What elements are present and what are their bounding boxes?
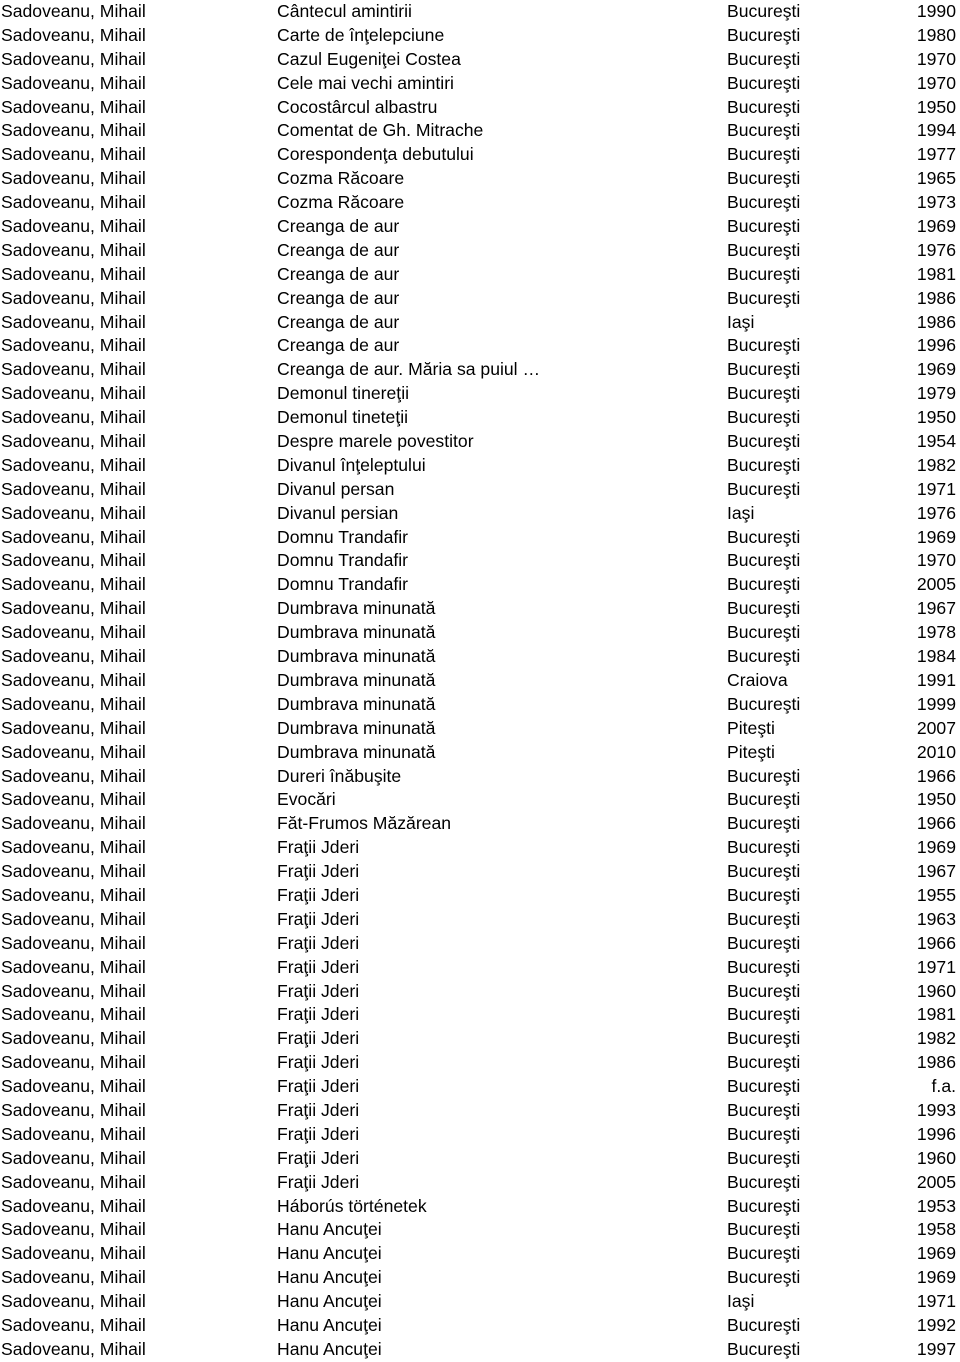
catalog-row (0, 48, 960, 72)
catalog-row (0, 382, 960, 406)
year-cell: 1996 (916, 335, 956, 356)
year-cell: 1969 (916, 1243, 956, 1264)
city-cell: Bucureşti (727, 359, 801, 380)
city-cell: Bucureşti (727, 526, 801, 547)
author-cell: Sadoveanu, Mihail (1, 980, 146, 1001)
catalog-row (0, 334, 960, 358)
author-cell: Sadoveanu, Mihail (1, 908, 146, 929)
author-cell: Sadoveanu, Mihail (1, 526, 146, 547)
author-cell: Sadoveanu, Mihail (1, 359, 146, 380)
title-cell: Cozma Răcoare (277, 168, 405, 189)
year-cell: 1991 (916, 669, 956, 690)
catalog-row (0, 311, 960, 335)
year-cell: 1954 (916, 431, 956, 452)
author-cell: Sadoveanu, Mihail (1, 574, 146, 595)
catalog-row (0, 526, 960, 550)
title-cell: Hanu Ancuţei (277, 1219, 382, 1240)
city-cell: Bucureşti (727, 335, 801, 356)
city-cell: Bucureşti (727, 789, 801, 810)
city-cell: Bucureşti (727, 120, 801, 141)
author-cell: Sadoveanu, Mihail (1, 24, 146, 45)
title-cell: Creanga de aur (277, 239, 400, 260)
catalog-row (0, 669, 960, 693)
year-cell: 1982 (916, 454, 956, 475)
year-cell: 1993 (916, 1099, 956, 1120)
catalog-row (0, 406, 960, 430)
city-cell: Bucureşti (727, 216, 801, 237)
city-cell: Bucureşti (727, 550, 801, 571)
city-cell: Bucureşti (727, 837, 801, 858)
year-cell: 1971 (916, 956, 956, 977)
city-cell: Piteşti (727, 741, 775, 762)
city-cell: Bucureşti (727, 1099, 801, 1120)
year-cell: 1950 (916, 96, 956, 117)
year-cell: 1965 (916, 168, 956, 189)
catalog-row (0, 478, 960, 502)
catalog-row (0, 1338, 960, 1362)
catalog-row (0, 215, 960, 239)
catalog-row (0, 1171, 960, 1195)
city-cell: Bucureşti (727, 980, 801, 1001)
catalog-row (0, 119, 960, 143)
catalog-row (0, 1195, 960, 1219)
title-cell: Hanu Ancuţei (277, 1243, 382, 1264)
city-cell: Bucureşti (727, 884, 801, 905)
author-cell: Sadoveanu, Mihail (1, 1267, 146, 1288)
title-cell: Háborús történetek (277, 1195, 427, 1216)
catalog-row (0, 741, 960, 765)
year-cell: 1986 (916, 311, 956, 332)
author-cell: Sadoveanu, Mihail (1, 1076, 146, 1097)
year-cell: 1981 (916, 1004, 956, 1025)
city-cell: Bucureşti (727, 1147, 801, 1168)
author-cell: Sadoveanu, Mihail (1, 1291, 146, 1312)
city-cell: Bucureşti (727, 1243, 801, 1264)
author-cell: Sadoveanu, Mihail (1, 335, 146, 356)
year-cell: 1950 (916, 407, 956, 428)
year-cell: 1976 (916, 502, 956, 523)
city-cell: Bucureşti (727, 454, 801, 475)
year-cell: 1999 (916, 693, 956, 714)
author-cell: Sadoveanu, Mihail (1, 646, 146, 667)
year-cell: 1970 (916, 72, 956, 93)
title-cell: Divanul înţeleptului (277, 454, 426, 475)
author-cell: Sadoveanu, Mihail (1, 598, 146, 619)
catalog-row (0, 72, 960, 96)
author-cell: Sadoveanu, Mihail (1, 96, 146, 117)
catalog-row (0, 191, 960, 215)
year-cell: 1971 (916, 1291, 956, 1312)
title-cell: Cozma Răcoare (277, 192, 405, 213)
year-cell: 2007 (916, 717, 956, 738)
city-cell: Bucureşti (727, 96, 801, 117)
catalog-row (0, 908, 960, 932)
author-cell: Sadoveanu, Mihail (1, 789, 146, 810)
catalog-row (0, 621, 960, 645)
city-cell: Bucureşti (727, 72, 801, 93)
catalog-row (0, 717, 960, 741)
author-cell: Sadoveanu, Mihail (1, 884, 146, 905)
year-cell: 1969 (916, 526, 956, 547)
catalog-row (0, 24, 960, 48)
year-cell: 1992 (916, 1314, 956, 1335)
author-cell: Sadoveanu, Mihail (1, 1338, 146, 1359)
city-cell: Bucureşti (727, 956, 801, 977)
title-cell: Dumbrava minunată (277, 693, 436, 714)
year-cell: 1967 (916, 861, 956, 882)
city-cell: Bucureşti (727, 574, 801, 595)
title-cell: Fraţii Jderi (277, 1028, 360, 1049)
catalog-row (0, 454, 960, 478)
year-cell: 1969 (916, 216, 956, 237)
catalog-row (0, 693, 960, 717)
author-cell: Sadoveanu, Mihail (1, 932, 146, 953)
catalog-row (0, 932, 960, 956)
catalog-row (0, 239, 960, 263)
city-cell: Bucureşti (727, 1028, 801, 1049)
year-cell: 2005 (916, 574, 956, 595)
catalog-row (0, 0, 960, 24)
author-cell: Sadoveanu, Mihail (1, 1123, 146, 1144)
city-cell: Bucureşti (727, 263, 801, 284)
title-cell: Fraţii Jderi (277, 908, 360, 929)
title-cell: Comentat de Gh. Mitrache (277, 120, 484, 141)
city-cell: Iaşi (727, 1291, 755, 1312)
year-cell: 1973 (916, 192, 956, 213)
year-cell: 1966 (916, 932, 956, 953)
catalog-row (0, 1314, 960, 1338)
title-cell: Creanga de aur (277, 335, 400, 356)
catalog-row (0, 287, 960, 311)
city-cell: Bucureşti (727, 431, 801, 452)
year-cell: 1966 (916, 813, 956, 834)
catalog-row (0, 1242, 960, 1266)
catalog-row (0, 96, 960, 120)
city-cell: Iaşi (727, 311, 755, 332)
catalog-row (0, 1266, 960, 1290)
title-cell: Creanga de aur (277, 287, 400, 308)
author-cell: Sadoveanu, Mihail (1, 239, 146, 260)
title-cell: Fraţii Jderi (277, 980, 360, 1001)
catalog-row (0, 645, 960, 669)
year-cell: 1966 (916, 765, 956, 786)
title-cell: Creanga de aur. Măria sa puiul … (277, 359, 541, 380)
city-cell: Piteşti (727, 717, 775, 738)
city-cell: Bucureşti (727, 478, 801, 499)
city-cell: Bucureşti (727, 1123, 801, 1144)
city-cell: Bucureşti (727, 407, 801, 428)
author-cell: Sadoveanu, Mihail (1, 311, 146, 332)
year-cell: 1986 (916, 287, 956, 308)
city-cell: Bucureşti (727, 1314, 801, 1335)
catalog-row (0, 980, 960, 1004)
catalog-row (0, 812, 960, 836)
title-cell: Divanul persan (277, 478, 395, 499)
title-cell: Creanga de aur (277, 216, 400, 237)
title-cell: Fraţii Jderi (277, 1052, 360, 1073)
author-cell: Sadoveanu, Mihail (1, 550, 146, 571)
catalog-row (0, 884, 960, 908)
author-cell: Sadoveanu, Mihail (1, 1, 146, 21)
title-cell: Corespondenţa debutului (277, 144, 474, 165)
catalog-row (0, 430, 960, 454)
author-cell: Sadoveanu, Mihail (1, 1195, 146, 1216)
author-cell: Sadoveanu, Mihail (1, 1099, 146, 1120)
title-cell: Domnu Trandafir (277, 574, 409, 595)
city-cell: Bucureşti (727, 1195, 801, 1216)
year-cell: 1969 (916, 1267, 956, 1288)
year-cell: 1978 (916, 622, 956, 643)
title-cell: Dumbrava minunată (277, 669, 436, 690)
year-cell: 1981 (916, 263, 956, 284)
city-cell: Bucureşti (727, 1052, 801, 1073)
year-cell: 1960 (916, 1147, 956, 1168)
catalog-row (0, 549, 960, 573)
title-cell: Domnu Trandafir (277, 526, 409, 547)
title-cell: Fraţii Jderi (277, 837, 360, 858)
author-cell: Sadoveanu, Mihail (1, 407, 146, 428)
city-cell: Bucureşti (727, 1076, 801, 1097)
year-cell: 1990 (916, 1, 956, 21)
year-cell: 1971 (916, 478, 956, 499)
year-cell: 1960 (916, 980, 956, 1001)
author-cell: Sadoveanu, Mihail (1, 478, 146, 499)
title-cell: Cazul Eugeniţei Costea (277, 48, 461, 69)
catalog-row (0, 1147, 960, 1171)
city-cell: Bucureşti (727, 1, 801, 21)
title-cell: Fraţii Jderi (277, 1099, 360, 1120)
year-cell: 1997 (916, 1338, 956, 1359)
title-cell: Creanga de aur (277, 263, 400, 284)
catalog-row (0, 573, 960, 597)
year-cell: 1970 (916, 48, 956, 69)
year-cell: 1979 (916, 383, 956, 404)
city-cell: Bucureşti (727, 622, 801, 643)
author-cell: Sadoveanu, Mihail (1, 48, 146, 69)
year-cell: 1986 (916, 1052, 956, 1073)
title-cell: Fraţii Jderi (277, 861, 360, 882)
year-cell: 1969 (916, 837, 956, 858)
year-cell: 1976 (916, 239, 956, 260)
title-cell: Hanu Ancuţei (277, 1314, 382, 1335)
title-cell: Cocostârcul albastru (277, 96, 438, 117)
author-cell: Sadoveanu, Mihail (1, 669, 146, 690)
city-cell: Bucureşti (727, 813, 801, 834)
city-cell: Bucureşti (727, 168, 801, 189)
author-cell: Sadoveanu, Mihail (1, 120, 146, 141)
catalog-row (0, 167, 960, 191)
author-cell: Sadoveanu, Mihail (1, 693, 146, 714)
author-cell: Sadoveanu, Mihail (1, 717, 146, 738)
title-cell: Evocări (277, 789, 336, 810)
catalog-row (0, 1123, 960, 1147)
catalog-row (0, 358, 960, 382)
city-cell: Bucureşti (727, 1004, 801, 1025)
city-cell: Bucureşti (727, 1338, 801, 1359)
title-cell: Dumbrava minunată (277, 622, 436, 643)
catalog-row (0, 1218, 960, 1242)
title-cell: Dumbrava minunată (277, 741, 436, 762)
year-cell: 1963 (916, 908, 956, 929)
author-cell: Sadoveanu, Mihail (1, 837, 146, 858)
catalog-row (0, 263, 960, 287)
title-cell: Fraţii Jderi (277, 1004, 360, 1025)
author-cell: Sadoveanu, Mihail (1, 1052, 146, 1073)
title-cell: Divanul persian (277, 502, 399, 523)
catalog-row (0, 1027, 960, 1051)
author-cell: Sadoveanu, Mihail (1, 1147, 146, 1168)
title-cell: Cele mai vechi amintiri (277, 72, 454, 93)
author-cell: Sadoveanu, Mihail (1, 1243, 146, 1264)
author-cell: Sadoveanu, Mihail (1, 72, 146, 93)
title-cell: Dumbrava minunată (277, 717, 436, 738)
catalog-row (0, 1075, 960, 1099)
author-cell: Sadoveanu, Mihail (1, 1171, 146, 1192)
title-cell: Fraţii Jderi (277, 884, 360, 905)
catalog-row (0, 597, 960, 621)
year-cell: 1967 (916, 598, 956, 619)
city-cell: Bucureşti (727, 144, 801, 165)
author-cell: Sadoveanu, Mihail (1, 454, 146, 475)
year-cell: 1953 (916, 1195, 956, 1216)
title-cell: Demonul tineteţii (277, 407, 409, 428)
catalog-row (0, 765, 960, 789)
title-cell: Făt-Frumos Măzărean (277, 813, 452, 834)
city-cell: Bucureşti (727, 765, 801, 786)
title-cell: Dumbrava minunată (277, 646, 436, 667)
author-cell: Sadoveanu, Mihail (1, 765, 146, 786)
year-cell: 1969 (916, 359, 956, 380)
author-cell: Sadoveanu, Mihail (1, 1004, 146, 1025)
title-cell: Fraţii Jderi (277, 1123, 360, 1144)
author-cell: Sadoveanu, Mihail (1, 1028, 146, 1049)
year-cell: 1996 (916, 1123, 956, 1144)
title-cell: Demonul tinereţii (277, 383, 410, 404)
author-cell: Sadoveanu, Mihail (1, 622, 146, 643)
catalog-row (0, 788, 960, 812)
city-cell: Bucureşti (727, 1171, 801, 1192)
city-cell: Bucureşti (727, 1267, 801, 1288)
city-cell: Bucureşti (727, 239, 801, 260)
catalog-row (0, 143, 960, 167)
catalog-row (0, 836, 960, 860)
title-cell: Carte de înţelepciune (277, 24, 445, 45)
year-cell: 1984 (916, 646, 956, 667)
title-cell: Dumbrava minunată (277, 598, 436, 619)
year-cell: 1980 (916, 24, 956, 45)
city-cell: Bucureşti (727, 24, 801, 45)
year-cell: f.a. (931, 1076, 956, 1097)
author-cell: Sadoveanu, Mihail (1, 1219, 146, 1240)
author-cell: Sadoveanu, Mihail (1, 502, 146, 523)
year-cell: 1977 (916, 144, 956, 165)
author-cell: Sadoveanu, Mihail (1, 741, 146, 762)
year-cell: 1958 (916, 1219, 956, 1240)
catalog-row (0, 956, 960, 980)
catalog-row (0, 1003, 960, 1027)
author-cell: Sadoveanu, Mihail (1, 1314, 146, 1335)
year-cell: 2010 (916, 741, 956, 762)
city-cell: Bucureşti (727, 1219, 801, 1240)
catalog-row (0, 1099, 960, 1123)
catalog-row (0, 1051, 960, 1075)
title-cell: Fraţii Jderi (277, 1171, 360, 1192)
city-cell: Iaşi (727, 502, 755, 523)
city-cell: Bucureşti (727, 932, 801, 953)
author-cell: Sadoveanu, Mihail (1, 192, 146, 213)
year-cell: 1994 (916, 120, 956, 141)
year-cell: 2005 (916, 1171, 956, 1192)
city-cell: Bucureşti (727, 48, 801, 69)
title-cell: Dureri înăbuşite (277, 765, 402, 786)
author-cell: Sadoveanu, Mihail (1, 263, 146, 284)
catalog-row (0, 1290, 960, 1314)
title-cell: Fraţii Jderi (277, 1076, 360, 1097)
city-cell: Bucureşti (727, 287, 801, 308)
author-cell: Sadoveanu, Mihail (1, 216, 146, 237)
author-cell: Sadoveanu, Mihail (1, 861, 146, 882)
catalog-row (0, 860, 960, 884)
title-cell: Despre marele povestitor (277, 431, 474, 452)
author-cell: Sadoveanu, Mihail (1, 287, 146, 308)
year-cell: 1982 (916, 1028, 956, 1049)
title-cell: Fraţii Jderi (277, 932, 360, 953)
author-cell: Sadoveanu, Mihail (1, 956, 146, 977)
author-cell: Sadoveanu, Mihail (1, 383, 146, 404)
city-cell: Craiova (727, 669, 788, 690)
city-cell: Bucureşti (727, 646, 801, 667)
title-cell: Fraţii Jderi (277, 1147, 360, 1168)
title-cell: Hanu Ancuţei (277, 1267, 382, 1288)
title-cell: Creanga de aur (277, 311, 400, 332)
year-cell: 1970 (916, 550, 956, 571)
author-cell: Sadoveanu, Mihail (1, 813, 146, 834)
title-cell: Hanu Ancuţei (277, 1338, 382, 1359)
author-cell: Sadoveanu, Mihail (1, 144, 146, 165)
year-cell: 1950 (916, 789, 956, 810)
title-cell: Domnu Trandafir (277, 550, 409, 571)
author-cell: Sadoveanu, Mihail (1, 431, 146, 452)
city-cell: Bucureşti (727, 598, 801, 619)
city-cell: Bucureşti (727, 861, 801, 882)
year-cell: 1955 (916, 884, 956, 905)
title-cell: Fraţii Jderi (277, 956, 360, 977)
city-cell: Bucureşti (727, 192, 801, 213)
title-cell: Cântecul amintirii (277, 1, 412, 21)
author-cell: Sadoveanu, Mihail (1, 168, 146, 189)
catalog-row (0, 502, 960, 526)
city-cell: Bucureşti (727, 908, 801, 929)
city-cell: Bucureşti (727, 693, 801, 714)
city-cell: Bucureşti (727, 383, 801, 404)
title-cell: Hanu Ancuţei (277, 1291, 382, 1312)
